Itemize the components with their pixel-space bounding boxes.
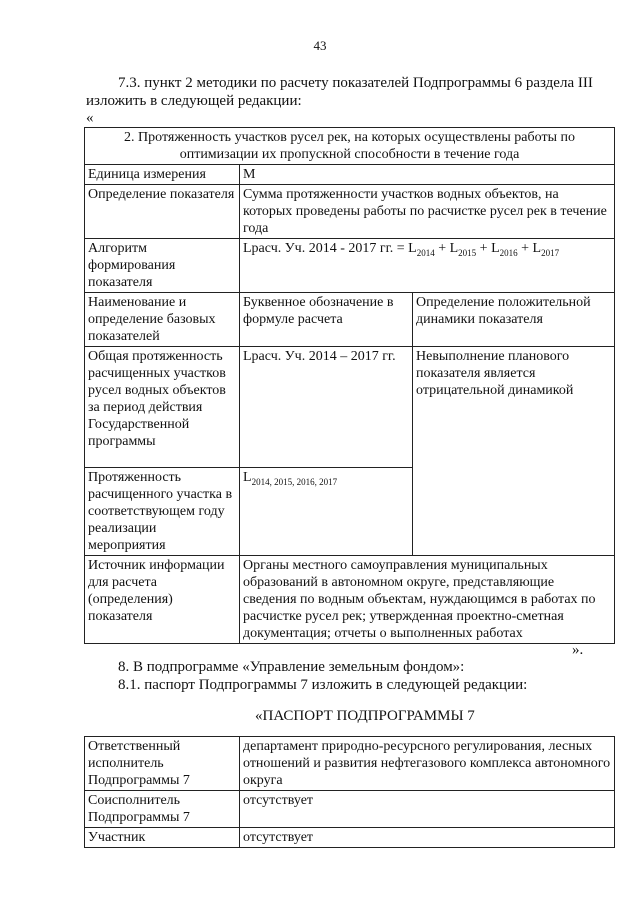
page-number: 43 (313, 38, 327, 53)
passport-title: «ПАСПОРТ ПОДПРОГРАММЫ 7 (255, 708, 475, 724)
row-total-length-symbol: Lрасч. Уч. 2014 – 2017 гг. (240, 347, 413, 468)
row-yearly-length-label: Протяженность расчищенного участка в соответствующем году реализации мероприятия (85, 468, 240, 556)
row-total-length-label: Общая протяженность расчищенных участков русел водных объектов за период действия Государственной программы (85, 347, 240, 468)
passport-table (84, 736, 615, 848)
dynamics-definition: Невыполнение планового показателя является отрицательной динамикой (413, 347, 615, 556)
source-label: Источник информации для расчета (определения) показателя (85, 556, 240, 644)
definition-value: Сумма протяженности участков водных объектов, на которых проведены работы по расчистке русел рек в течение года (240, 185, 615, 239)
header-letter-notation: Буквенное обозначение в формуле расчета (240, 293, 413, 347)
source-value: Органы местного самоуправления муниципальных образований в автономном округе, представляющие сведения по водным объектам, нуждающимся в работах по расчистке русел рек; утвержденная проектно-сметная документация; отчеты о выполненных работах (240, 556, 615, 644)
header-positive-dynamics: Определение положительной динамики показателя (413, 293, 615, 347)
section-8-1: 8.1. паспорт Подпрограммы 7 изложить в следующей редакции: (118, 677, 528, 693)
passport-row-value: отсутствует (240, 828, 615, 848)
intro-line-1: 7.3. пункт 2 методики по расчету показателей Подпрограммы 6 раздела III (118, 75, 593, 91)
definition-label: Определение показателя (85, 185, 240, 239)
algorithm-formula: Lрасч. Уч. 2014 - 2017 гг. = $L_{2014} + L_{2015} + L_{2016} + L_{2017}$ (240, 239, 615, 293)
intro-line-2: изложить в следующей редакции: (86, 93, 302, 109)
passport-row-label: Соисполнитель Подпрограммы 7 (85, 791, 240, 828)
close-quote: ». (572, 642, 584, 658)
unit-label: Единица измерения (85, 165, 240, 185)
open-quote: « (86, 110, 94, 126)
row-yearly-length-symbol: $L_{2014, 2015, 2016, 2017}$ (240, 468, 413, 556)
algorithm-label: Алгоритм формирования показателя (85, 239, 240, 293)
passport-row-label: Ответственный исполнитель Подпрограммы 7 (85, 737, 240, 791)
header-base-indicators: Наименование и определение базовых показателей (85, 293, 240, 347)
indicator-table (84, 127, 615, 644)
passport-row-value: отсутствует (240, 791, 615, 828)
section-8: 8. В подпрограмме «Управление земельным фондом»: (118, 659, 465, 675)
indicator-title: 2. Протяженность участков русел рек, на которых осуществлены работы по оптимизации их пропускной способности в течение года (85, 128, 615, 165)
passport-row-value: департамент природно-ресурсного регулирования, лесных отношений и развития нефтегазового комплекса автономного округа (240, 737, 615, 791)
unit-value: М (240, 165, 615, 185)
passport-row-label: Участник (85, 828, 240, 848)
